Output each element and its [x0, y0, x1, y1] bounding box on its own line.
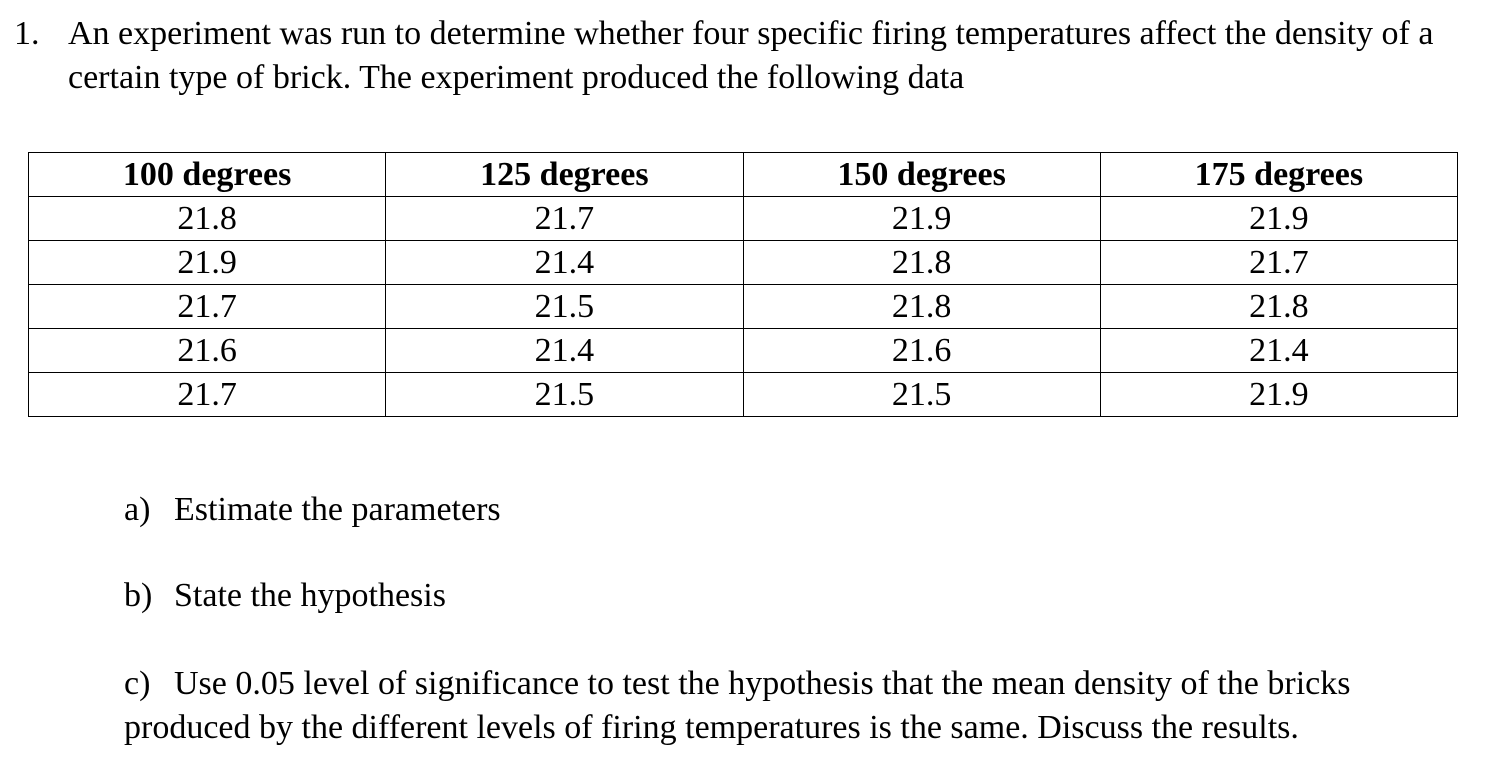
- table-row: [29, 373, 1458, 417]
- header-100-degrees: 100 degrees: [29, 153, 386, 197]
- part-a-label: a): [124, 491, 151, 528]
- part-a: [124, 488, 501, 532]
- question-number: 1.: [14, 15, 40, 52]
- header-150-degrees: 150 degrees: [743, 153, 1100, 197]
- table-cell: 21.4: [386, 241, 743, 285]
- part-c-text: Use 0.05 level of significance to test the hypothesis that the mean density of the bricks produced by the different levels of firing temperatures is the same. Discuss the results.: [124, 665, 1351, 746]
- table-cell: 21.8: [743, 241, 1100, 285]
- table-cell: 21.9: [1100, 197, 1457, 241]
- table-row: [29, 329, 1458, 373]
- table-row: [29, 241, 1458, 285]
- table-header-row: [29, 153, 1458, 197]
- part-b-label: b): [124, 577, 153, 614]
- table-cell: 21.7: [386, 197, 743, 241]
- table-cell: 21.4: [1100, 329, 1457, 373]
- table-cell: 21.9: [1100, 373, 1457, 417]
- table-cell: 21.5: [386, 373, 743, 417]
- table-cell: 21.7: [29, 373, 386, 417]
- table-cell: 21.7: [1100, 241, 1457, 285]
- table-cell: 21.8: [743, 285, 1100, 329]
- part-c-label: c): [124, 665, 151, 702]
- table-cell: 21.7: [29, 285, 386, 329]
- part-b-text: State the hypothesis: [174, 577, 446, 614]
- header-125-degrees: 125 degrees: [386, 153, 743, 197]
- part-a-text: Estimate the parameters: [174, 491, 501, 528]
- header-175-degrees: 175 degrees: [1100, 153, 1457, 197]
- question-text: An experiment was run to determine whether four specific firing temperatures affect the density of a certain type of brick. The experiment produced the following data: [68, 15, 1434, 96]
- table-cell: 21.6: [743, 329, 1100, 373]
- part-b: [124, 574, 446, 618]
- table-cell: 21.9: [29, 241, 386, 285]
- table-row: [29, 197, 1458, 241]
- table-cell: 21.8: [1100, 285, 1457, 329]
- table-cell: 21.4: [386, 329, 743, 373]
- table-cell: 21.9: [743, 197, 1100, 241]
- table-cell: 21.5: [743, 373, 1100, 417]
- table-cell: 21.8: [29, 197, 386, 241]
- table-cell: 21.5: [386, 285, 743, 329]
- table-cell: 21.6: [29, 329, 386, 373]
- part-c: [124, 662, 1484, 750]
- table-row: [29, 285, 1458, 329]
- data-table: [28, 152, 1458, 417]
